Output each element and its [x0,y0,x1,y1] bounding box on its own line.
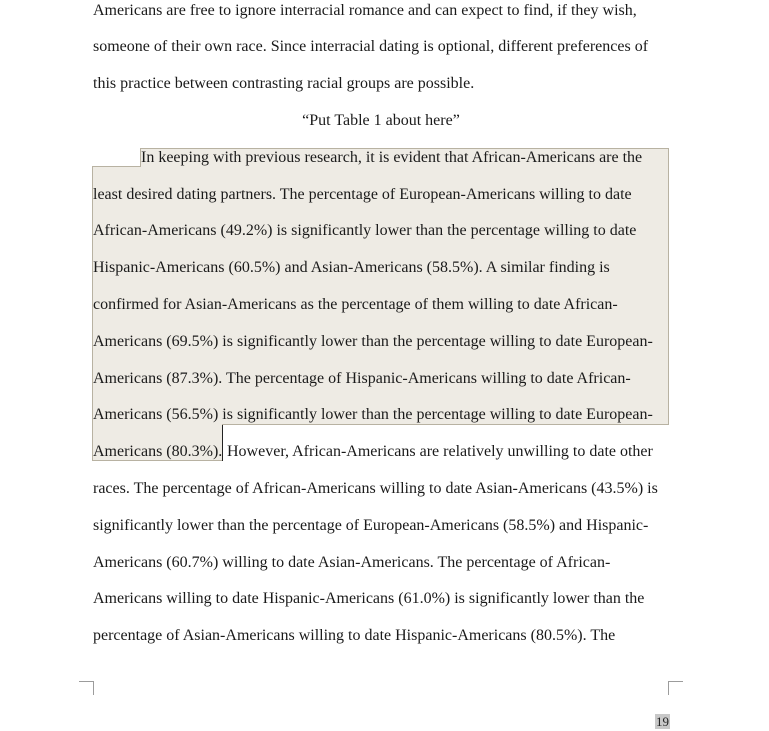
crop-mark-left-icon [79,681,94,695]
selected-text-line[interactable]: African-Americans (49.2%) is significantly lower than the percentage willing to date [93,222,637,239]
text-line: Americans are free to ignore interracial romance and can expect to find, if they wish, [93,2,637,19]
text-line: this practice between contrasting racial groups are possible. [93,75,475,92]
crop-mark-right-icon [668,681,683,695]
text-cursor [222,425,223,461]
selected-text-line[interactable]: Americans (80.3%). [93,443,223,460]
selected-text-line[interactable]: Americans (69.5%) is significantly lower than the percentage willing to date European- [93,333,653,350]
selected-text-line[interactable]: Hispanic-Americans (60.5%) and Asian-Americans (58.5%). A similar finding is [93,259,610,276]
selected-text-line[interactable]: Americans (56.5%) is significantly lower than the percentage willing to date European- [93,406,653,423]
selected-text-line[interactable]: In keeping with previous research, it is evident that African-Americans are the [141,149,643,166]
text-line: Americans willing to date Hispanic-Americans (61.0%) is significantly lower than the [93,590,645,607]
table-placeholder: “Put Table 1 about here” [302,112,460,129]
text-line: races. The percentage of African-Americans willing to date Asian-Americans (43.5%) is [93,480,658,497]
selected-text-line[interactable]: Americans (87.3%). The percentage of Hispanic-Americans willing to date African- [93,370,631,387]
text-line: percentage of Asian-Americans willing to date Hispanic-Americans (80.5%). The [93,627,616,644]
page-number-field[interactable]: 19 [656,714,669,729]
selected-text-line[interactable]: least desired dating partners. The percentage of European-Americans willing to date [93,186,632,203]
text-line: However, African-Americans are relatively unwilling to date other [227,443,653,460]
text-line: Americans (60.7%) willing to date Asian-Americans. The percentage of African- [93,554,611,571]
text-line: significantly lower than the percentage of European-Americans (58.5%) and Hispanic- [93,517,649,534]
selected-text-line[interactable]: confirmed for Asian-Americans as the percentage of them willing to date African- [93,296,618,313]
text-line: someone of their own race. Since interracial dating is optional, different preferences of [93,38,649,55]
